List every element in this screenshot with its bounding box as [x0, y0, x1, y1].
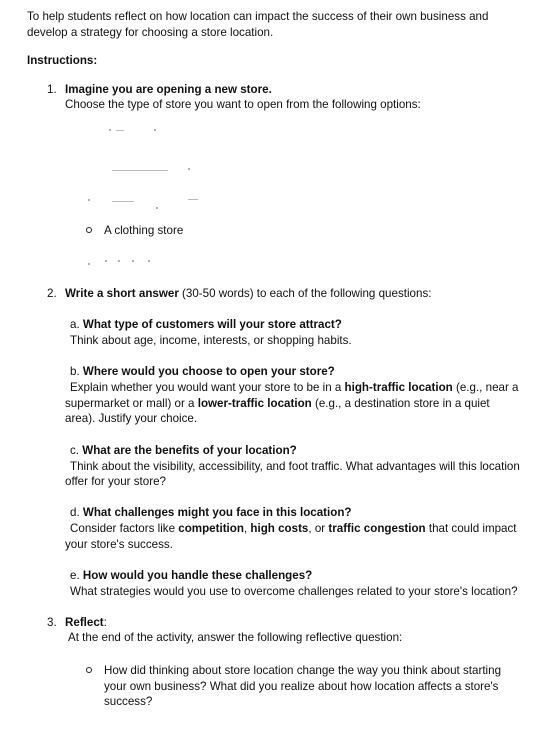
- question-d-title: d. What challenges might you face in this location?: [70, 506, 352, 519]
- question-c-line-2: offer for your store?: [65, 475, 166, 488]
- step-1-subtitle: Choose the type of store you want to open from the following options:: [65, 98, 421, 111]
- step-3-subtitle: At the end of the activity, answer the following reflective question:: [68, 631, 403, 644]
- step-1-number: 1.: [47, 83, 57, 96]
- step-2-intro: Write a short answer (30-50 words) to each of the following questions:: [65, 287, 432, 300]
- instructions-heading: Instructions:: [27, 54, 98, 67]
- question-c-title: c. What are the benefits of your location?: [70, 444, 297, 457]
- option-bullet: [86, 227, 92, 233]
- question-b-title: b. Where would you choose to open your store?: [70, 365, 335, 378]
- intro-line-2: develop a strategy for choosing a store location.: [27, 26, 274, 39]
- question-b-line-1: Explain whether you would want your store to be in a high-traffic location (e.g., near a: [70, 381, 519, 394]
- option-clothing-store: A clothing store: [104, 224, 184, 237]
- step-1-title: Imagine you are opening a new store.: [65, 83, 272, 96]
- intro-line-1: To help students reflect on how location can impact the success of their own business and: [27, 10, 489, 23]
- reflect-question-line-1: How did thinking about store location change the way you think about starting: [104, 664, 502, 677]
- reflect-question-line-2: your own business? What did you realize about how location affects a store's: [104, 680, 499, 693]
- step-3-number: 3.: [47, 616, 57, 629]
- question-d-line-2: your store's success.: [65, 538, 173, 551]
- question-b-line-3: area). Justify your choice.: [65, 412, 198, 425]
- question-e-body: What strategies would you use to overcome challenges related to your store's location?: [70, 585, 518, 598]
- reflect-bullet: [86, 667, 92, 673]
- reflect-question-line-3: success?: [104, 695, 153, 708]
- step-2-number: 2.: [47, 287, 57, 300]
- question-c-line-1: Think about the visibility, accessibility, and foot traffic. What advantages will this location: [70, 460, 520, 473]
- question-b-line-2: supermarket or mall) or a lower-traffic location (e.g., a destination store in a quiet: [65, 397, 490, 410]
- question-e-title: e. How would you handle these challenges?: [70, 569, 313, 582]
- question-a-title: a. What type of customers will your store attract?: [70, 318, 342, 331]
- step-3-title: Reflect:: [65, 616, 107, 629]
- question-d-line-1: Consider factors like competition, high costs, or traffic congestion that could impact: [70, 522, 517, 535]
- question-a-body: Think about age, income, interests, or shopping habits.: [70, 334, 352, 347]
